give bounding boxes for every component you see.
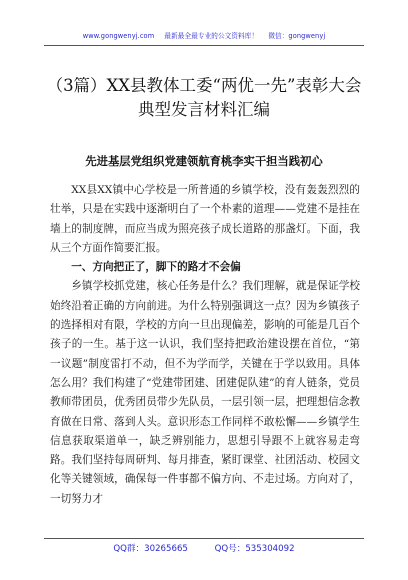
- document-body: [50, 181, 360, 509]
- footer-divider: [44, 538, 364, 539]
- section-heading-1: 一、方向把正了，脚下的路才不会偏: [71, 261, 241, 274]
- page-footer: [0, 542, 408, 554]
- document-title: （3篇）XX县教体工委“两优一先”表彰大会典型发言材料汇编: [46, 76, 362, 119]
- footer-qq-number: QQ号：535304092: [214, 544, 295, 554]
- header-divider: [44, 45, 364, 46]
- page-header: [0, 30, 408, 40]
- section-subtitle: 先进基层党组织党建领航育桃李实干担当践初心: [85, 155, 323, 168]
- header-wechat: 微信：gongwenyj: [268, 32, 326, 40]
- header-slogan: 最新最全最专业的公文资料库！: [164, 32, 259, 40]
- header-site-link[interactable]: www.gongwenyj.com: [82, 32, 155, 40]
- footer-qq-group: QQ群：30265665: [113, 544, 188, 554]
- body-paragraph-1: 乡镇学校抓党建，核心任务是什么？我们理解，就是保证学校始终沿着正确的方向前进。为什么特别强调这一点？因为乡镇孩子的选择相对有限，学校的方向一旦出现偏差，影响的可能是几百个孩子的一生。基于这一认识，我们坚持把政治建设摆在首位，“第一议题”制度雷打不动，但不为学而学，关键在于学以致用。具体怎么用？我们构建了“党建带团建、团建促队建”的育人链条，党员教师带团员，优秀团员带少先队员，一层引领一层，把理想信念教育做在日常、落到人头。意识形态工作同样不敢松懈——乡镇学生信息获取渠道单一，缺乏辨别能力，思想引导跟不上就容易走弯路。我们坚持每周研判、每月排查，紧盯课堂、社团活动、校园文化等关键领域，确保每一件事都不偏方向、不走过场。方向对了，一切努力才: [50, 280, 360, 505]
- body-paragraph-intro: XX县XX镇中心学校是一所普通的乡镇学校，没有轰轰烈烈的壮举，只是在实践中逐渐明白了一个朴素的道理——党建不是挂在墙上的制度牌，而应当成为照亮孩子成长道路的那盏灯。下面，我从三个方面作简要汇报。: [50, 184, 360, 254]
